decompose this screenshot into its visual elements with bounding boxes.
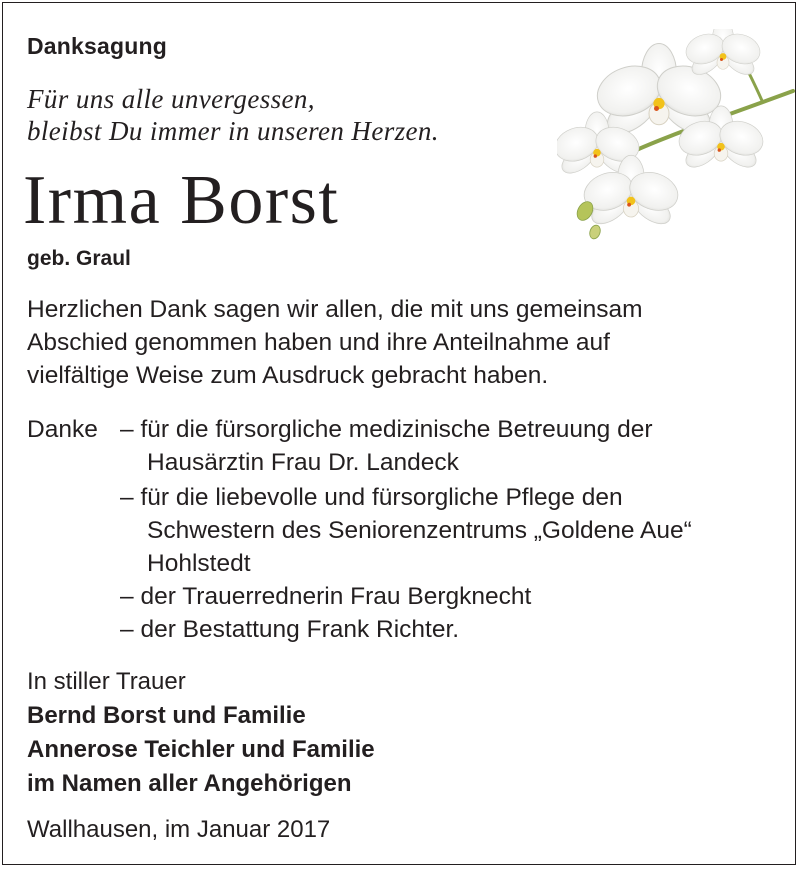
danke-item-continuation: Hausärztin Frau Dr. Landeck (147, 449, 459, 476)
maiden-name: geb. Graul (27, 247, 131, 270)
thanks-line: Abschied genommen haben und ihre Anteilnahme auf (27, 329, 610, 356)
danke-item (120, 580, 531, 613)
danke-item (120, 613, 459, 646)
deceased-name: Irma Borst (23, 162, 340, 239)
danke-list (27, 413, 787, 649)
signature-name: Annerose Teichler und Familie (27, 736, 375, 763)
dash: – (120, 484, 134, 511)
heading: Danksagung (27, 33, 168, 59)
signature-block (27, 665, 375, 801)
dash: – (120, 583, 134, 610)
danke-item-continuation: Schwestern des Seniorenzentrums „Goldene Aue“ (147, 517, 692, 544)
signature-name: Bernd Borst und Familie (27, 702, 306, 729)
poem-line: Für uns alle unvergessen, (27, 84, 315, 114)
obituary-card (2, 2, 796, 865)
poem-line: bleibst Du immer in unseren Herzen. (27, 116, 439, 146)
thanks-paragraph (27, 293, 643, 392)
dash: – (120, 616, 134, 643)
signature-name: im Namen aller Angehörigen (27, 770, 352, 797)
poem (27, 83, 439, 147)
orchid-flower-icon (557, 29, 797, 243)
danke-item-text: für die fürsorgliche medizinische Betreuung der (140, 416, 653, 443)
danke-item-text: für die liebevolle und fürsorgliche Pflege den (140, 484, 623, 511)
place-date: Wallhausen, im Januar 2017 (27, 816, 331, 843)
thanks-line: Herzlichen Dank sagen wir allen, die mit uns gemeinsam (27, 296, 643, 323)
danke-item (120, 413, 653, 446)
danke-item-continuation: Hohlstedt (147, 550, 251, 577)
danke-item-text: der Trauerrednerin Frau Bergknecht (140, 583, 532, 610)
danke-item (120, 481, 623, 514)
thanks-line: vielfältige Weise zum Ausdruck gebracht haben. (27, 362, 549, 389)
signature-intro: In stiller Trauer (27, 668, 186, 695)
dash: – (120, 416, 134, 443)
danke-item-text: der Bestattung Frank Richter. (140, 616, 460, 643)
danke-label: Danke (27, 416, 98, 443)
